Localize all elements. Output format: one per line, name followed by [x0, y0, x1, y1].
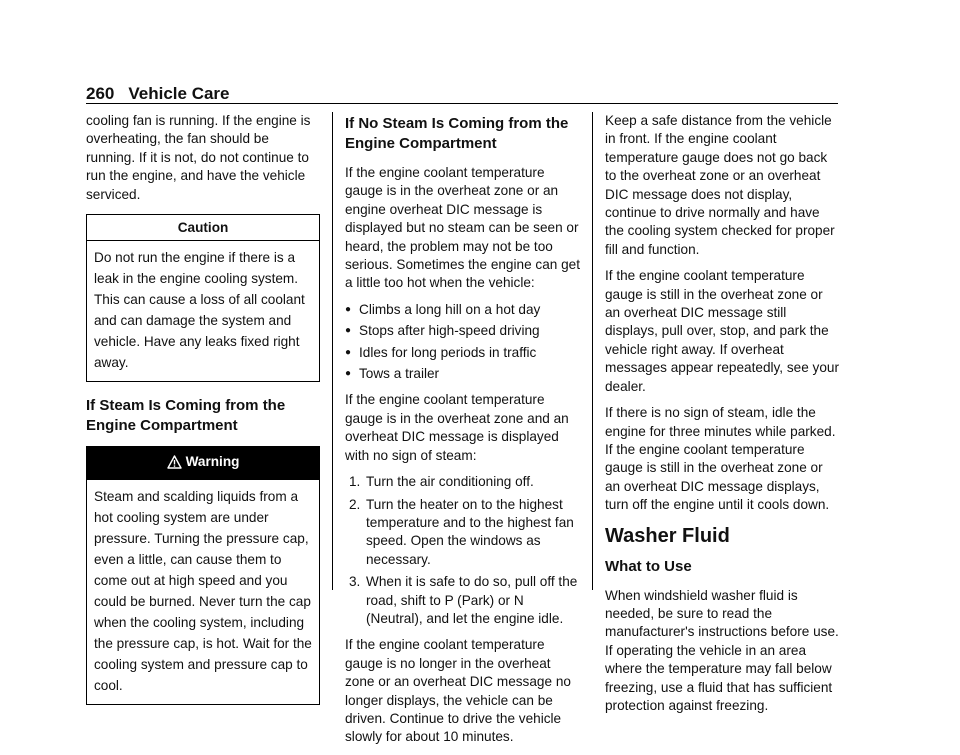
header-rule: [86, 103, 838, 104]
bullet-list: [345, 301, 582, 384]
column-2: [345, 112, 582, 755]
section-title: Vehicle Care: [128, 84, 230, 103]
caution-body: Do not run the engine if there is a leak in the engine cooling system. This can cause a loss of all coolant and can damage the system and vehicle. Have any leaks fixed right away.: [94, 250, 305, 371]
caution-box: [86, 214, 320, 382]
step-number: 1.: [349, 474, 361, 490]
list-item: ● Climbs a long hill on a hot day: [345, 301, 582, 319]
paragraph: Keep a safe distance from the vehicle in front. If the engine coolant temperature gauge does not go back to the overheat zone or an overheat DIC message does not display, continue to drive normally and have the cooling system checked for proper fill and function.: [605, 113, 835, 257]
column-divider: [332, 112, 333, 590]
list-item: [345, 496, 582, 570]
step-number: 3.: [349, 574, 361, 590]
step-text: When it is safe to do so, pull off the road, shift to P (Park) or N (Neutral), and let the engine idle.: [366, 574, 578, 626]
page-header: [86, 84, 230, 104]
column-3: [605, 112, 840, 723]
step-text: Turn the air conditioning off.: [366, 474, 534, 490]
caution-title: Caution: [87, 215, 319, 241]
step-number: 2.: [349, 496, 361, 512]
list-item: ● Idles for long periods in traffic: [345, 344, 582, 362]
major-heading: Washer Fluid: [605, 524, 730, 547]
warning-title: Warning: [185, 454, 240, 470]
list-item: ● Stops after high-speed driving: [345, 322, 582, 340]
paragraph: If the engine coolant temperature gauge is no longer in the overheat zone or an overheat DIC message no longer displays, the vehicle can be driven. Continue to drive the vehicle slowly for about 10 minutes.: [345, 637, 571, 745]
paragraph: cooling fan is running. If the engine is overheating, the fan should be running. If it is not, do not continue to run the engine, and have the vehicle serviced.: [86, 113, 311, 202]
paragraph: If the engine coolant temperature gauge is in the overheat zone and an overheat DIC message is displayed with no sign of steam:: [345, 392, 569, 463]
section-heading: If Steam Is Coming from the Engine Compartment: [86, 397, 286, 435]
column-divider: [592, 112, 593, 590]
section-heading: If No Steam Is Coming from the Engine Compartment: [345, 115, 569, 152]
paragraph: If there is no sign of steam, idle the engine for three minutes while parked. If the engine coolant temperature gauge is still in the overheat zone or an overheat DIC message displays, turn off the engine until it cools down.: [605, 405, 836, 513]
paragraph: If the engine coolant temperature gauge is still in the overheat zone or an overheat DIC message still displays, pull over, stop, and park the vehicle right away. If overheat messages appear repeatedly, see your dealer.: [605, 268, 840, 394]
list-item: ● Tows a trailer: [345, 365, 582, 383]
warning-header: [87, 447, 319, 479]
numbered-list: [345, 473, 582, 628]
page-number: 260: [86, 84, 115, 103]
paragraph: If the engine coolant temperature gauge is in the overheat zone or an engine overheat DIC message is displayed but no steam can be seen or heard, the problem may not be too serious. Sometimes the engine can get a little too hot when the vehicle:: [345, 165, 581, 291]
paragraph: When windshield washer fluid is needed, be sure to read the manufacturer's instructions before use. If operating the vehicle in an area where the temperature may fall below freezing, use a fluid that has sufficient protection against freezing.: [605, 587, 839, 713]
list-item: [345, 473, 582, 491]
list-item: [345, 573, 582, 628]
warning-box: [86, 446, 320, 704]
section-heading: What to Use: [605, 557, 692, 575]
warning-triangle-icon: [167, 455, 182, 474]
step-text: Turn the heater on to the highest temperature and to the highest fan speed. Open the windows as necessary.: [366, 496, 574, 567]
column-1: [86, 112, 320, 719]
warning-body: Steam and scalding liquids from a hot cooling system are under pressure. Turning the pressure cap, even a little, can cause them to come out at high speed and you could be burned. Never turn the cap when the cooling system, including the pressure cap, is hot. Wait for the cooling system and pressure cap to cool.: [94, 488, 312, 693]
